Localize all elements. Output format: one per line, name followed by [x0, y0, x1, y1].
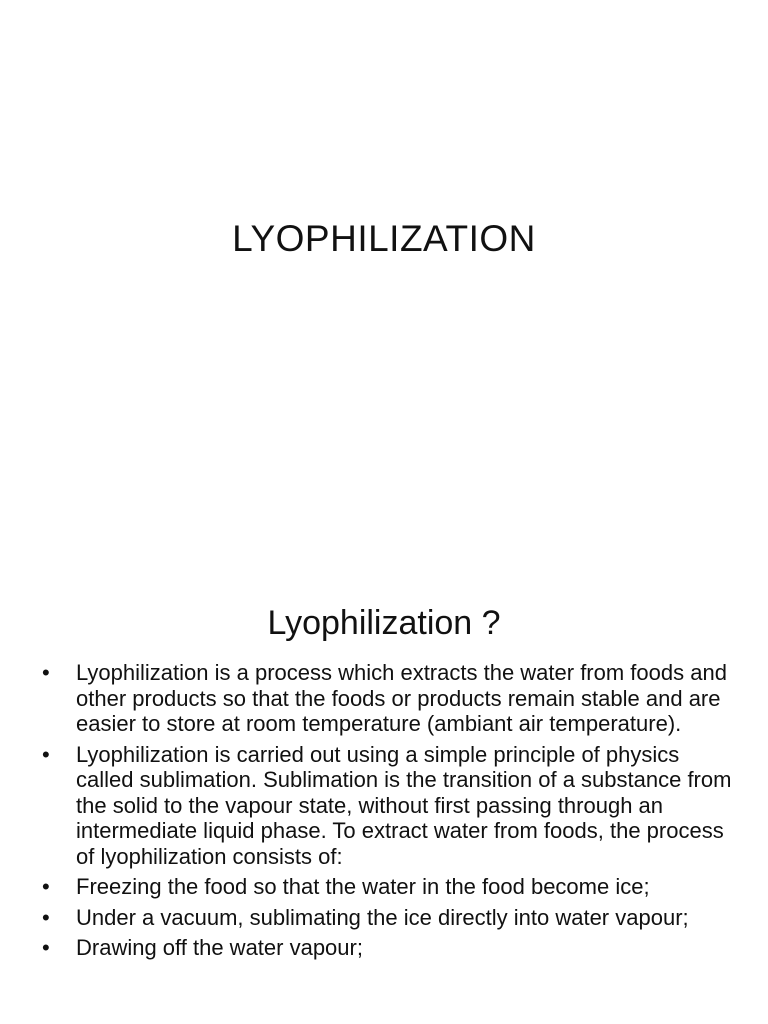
bullet-text: Lyophilization is carried out using a simple principle of physics called sublimation. Sublimation is the transition of a substance from the solid to the vapour state, without first passing through an intermediate liquid phase. To extract water from foods, the process of lyophilization consists of: — [76, 741, 732, 869]
bullet-icon: • — [42, 904, 50, 930]
bullet-item — [42, 660, 732, 737]
slide-content — [0, 576, 768, 1024]
bullet-item — [42, 874, 732, 900]
bullet-icon: • — [42, 874, 50, 899]
bullet-text: Lyophilization is a process which extracts the water from foods and other products so that the foods or products remain stable and are easier to store at room temperature (ambiant air temperature). — [76, 660, 727, 736]
bullet-list — [42, 660, 732, 966]
bullet-text: Freezing the food so that the water in the food become ice; — [76, 874, 650, 899]
bullet-icon: • — [42, 935, 50, 960]
bullet-icon: • — [42, 741, 50, 767]
main-title: LYOPHILIZATION — [232, 218, 536, 259]
bullet-text: Drawing off the water vapour; — [76, 935, 363, 960]
bullet-text: Under a vacuum, sublimating the ice directly into water vapour; — [76, 904, 689, 930]
bullet-icon: • — [42, 660, 50, 685]
bullet-item — [42, 935, 732, 961]
bullet-item — [42, 905, 732, 931]
bullet-item — [42, 742, 732, 870]
slide-heading: Lyophilization ? — [267, 604, 501, 642]
